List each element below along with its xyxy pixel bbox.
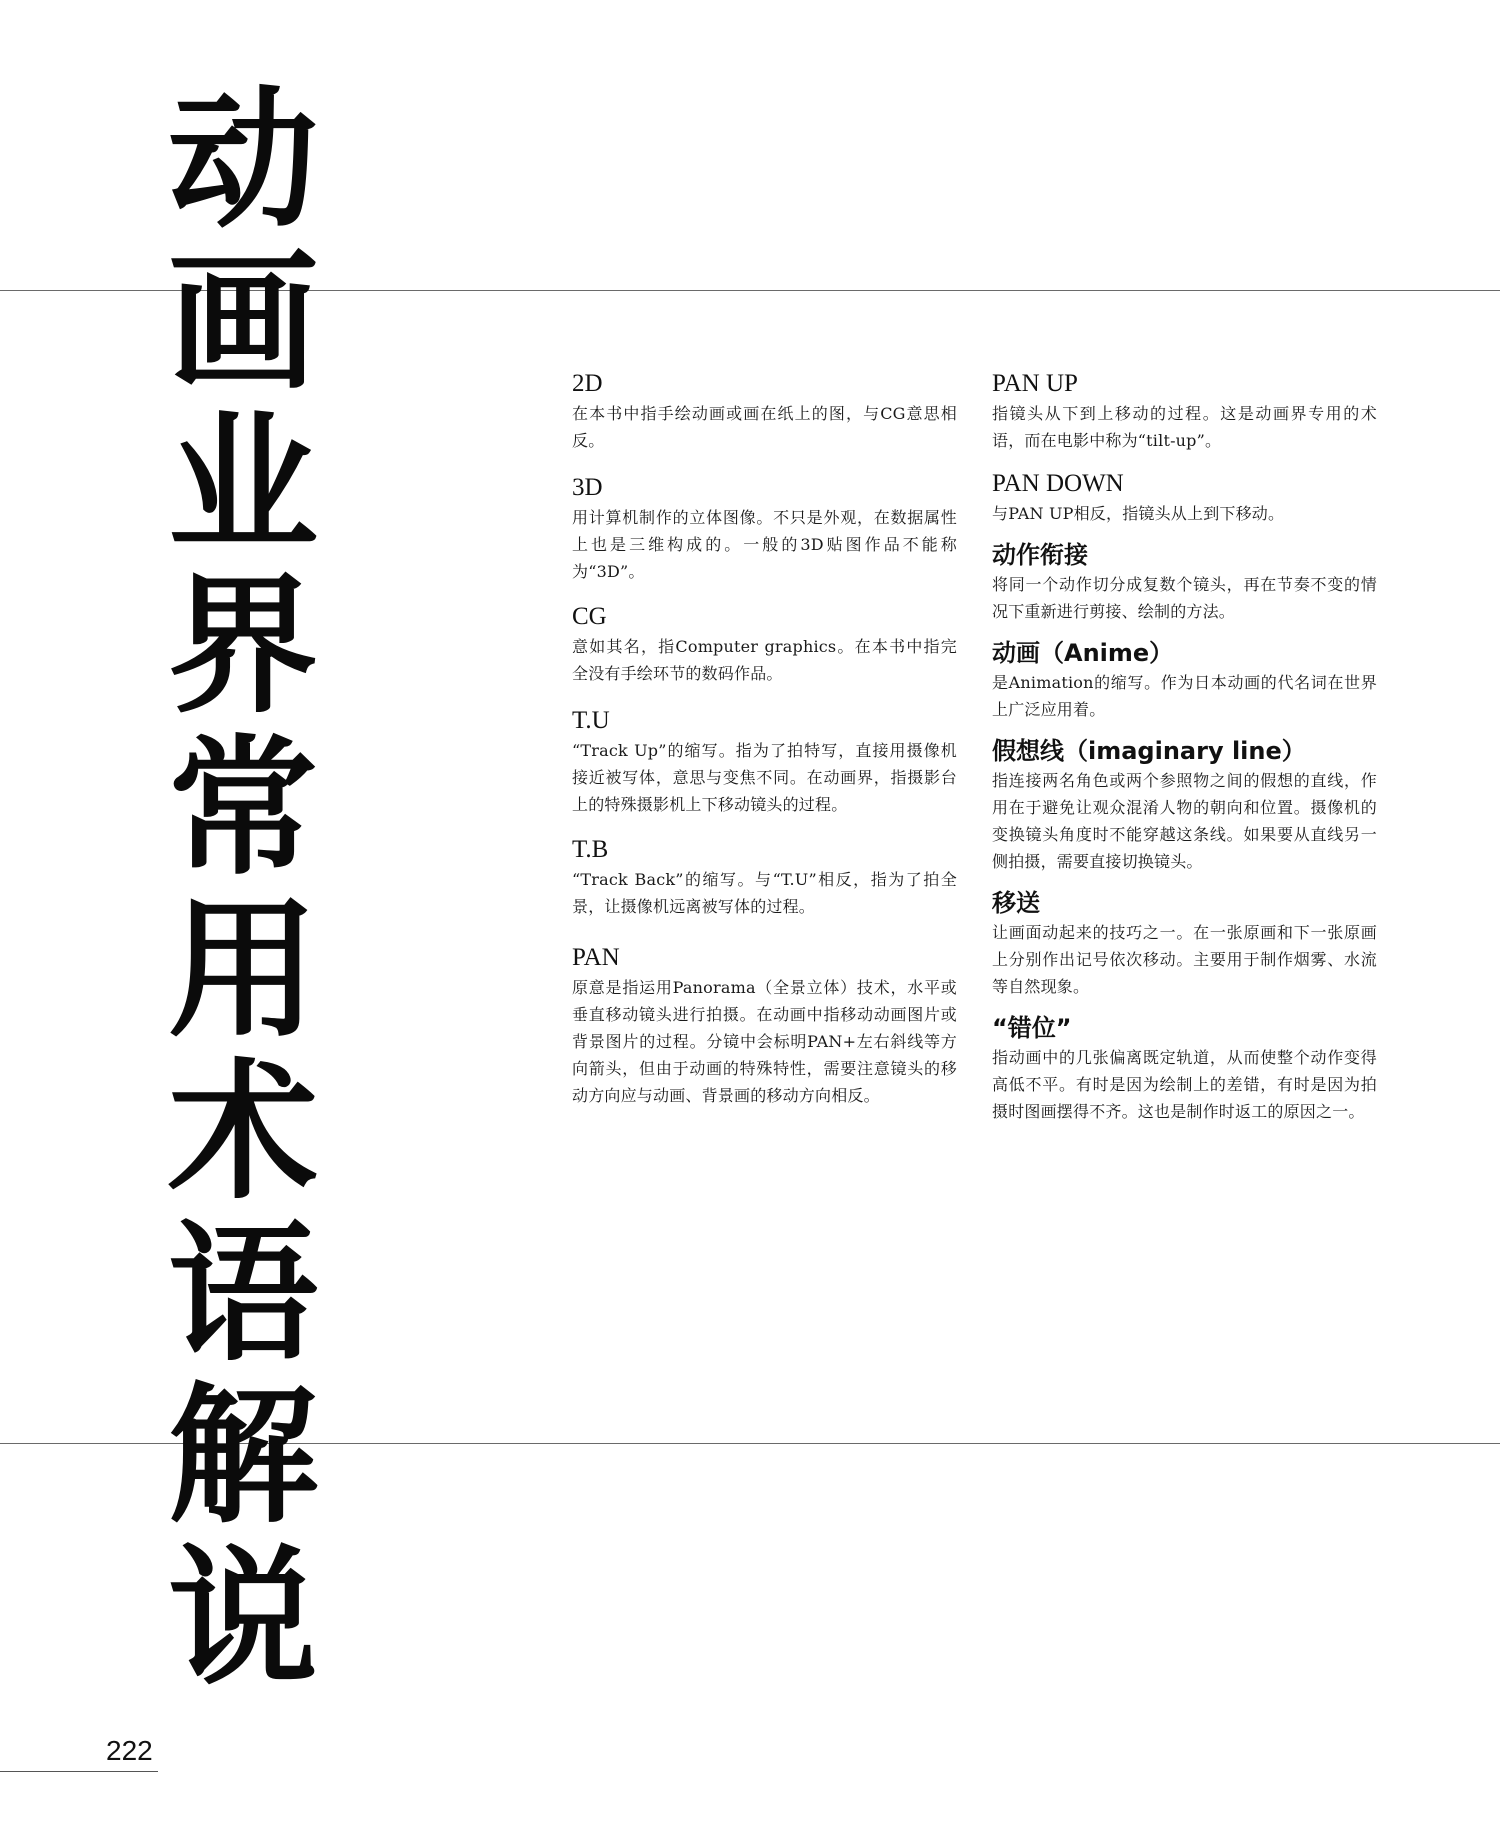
entry-definition: 与PAN UP相反，指镜头从上到下移动。 [992,504,1285,523]
glossary-entry-anime [992,637,1377,723]
glossary-entry-action-match [992,539,1377,625]
glossary-entry-pan [572,942,957,1109]
glossary-entry-3d [572,472,957,585]
entry-term: T.B [572,836,609,863]
glossary-entry-transfer [992,887,1377,1000]
glossary-right-column [992,368,1377,1125]
glossary-left-column [572,368,957,1109]
entry-term: PAN DOWN [992,470,1124,497]
entry-term: 2D [572,370,603,397]
entry-definition: 原意是指运用Panorama（全景立体）技术，水平或垂直移动镜头进行拍摄。在动画中指移动动画图片或背景图片的过程。分镜中会标明PAN+左右斜线等方向箭头，但由于动画的特殊特性，需要注意镜头的移动方向应与动画、背景画的移动方向相反。 [572,978,957,1105]
glossary-entry-imaginary-line [992,735,1377,875]
entry-definition: 是Animation的缩写。作为日本动画的代名词在世界上广泛应用着。 [992,673,1377,719]
entry-definition: 在本书中指手绘动画或画在纸上的图，与CG意思相反。 [572,404,957,450]
entry-term: 假想线（imaginary line） [992,737,1306,765]
entry-definition: 将同一个动作切分成复数个镜头，再在节奏不变的情况下重新进行剪接、绘制的方法。 [992,575,1377,621]
glossary-entry-2d [572,368,957,454]
entry-term: PAN [572,944,620,971]
title-char: 界 [168,560,319,734]
entry-term: 动作衔接 [992,541,1088,569]
entry-term: PAN UP [992,370,1078,397]
page-number: 222 [106,1735,153,1766]
glossary-entry-misalignment [992,1012,1377,1125]
page-number-underline [0,1771,158,1772]
entry-definition: 意如其名，指Computer graphics。在本书中指完全没有手绘环节的数码作品。 [572,637,957,683]
entry-definition: 指动画中的几张偏离既定轨道，从而使整个动作变得高低不平。有时是因为绘制上的差错，有时是因为拍摄时图画摆得不齐。这也是制作时返工的原因之一。 [992,1048,1377,1121]
entry-definition: 让画面动起来的技巧之一。在一张原画和下一张原画上分别作出记号依次移动。主要用于制作烟雾、水流等自然现象。 [992,923,1377,996]
entry-term: CG [572,603,607,630]
entry-term: 动画（Anime） [992,639,1174,667]
entry-definition: “Track Back”的缩写。与“T.U”相反，指为了拍全景，让摄像机远离被写体的过程。 [572,870,957,916]
glossary-entry-cg [572,601,957,687]
title-char: 术 [168,1046,319,1220]
title-char: 用 [168,884,319,1058]
title-char: 说 [168,1532,319,1706]
title-char: 常 [168,722,319,896]
glossary-entry-pan-up [992,368,1377,454]
entry-term: 3D [572,474,603,501]
entry-definition: 用计算机制作的立体图像。不只是外观，在数据属性上也是三维构成的。一般的3D贴图作品不能称为“3D”。 [572,508,957,581]
entry-definition: “Track Up”的缩写。指为了拍特写，直接用摄像机接近被写体，意思与变焦不同。在动画界，指摄影台上的特殊摄影机上下移动镜头的过程。 [572,741,957,814]
glossary-entry-tu [572,705,957,818]
title-char: 语 [168,1208,319,1382]
vertical-page-title [168,74,338,1706]
title-char: 解 [168,1370,319,1544]
glossary-entry-tb [572,834,957,920]
entry-definition: 指连接两名角色或两个参照物之间的假想的直线，作用在于避免让观众混淆人物的朝向和位置。摄像机的变换镜头角度时不能穿越这条线。如果要从直线另一侧拍摄，需要直接切换镜头。 [992,771,1377,871]
entry-term: 移送 [992,889,1040,917]
title-char: 画 [168,236,319,410]
title-char: 业 [168,398,319,572]
entry-term: T.U [572,707,610,734]
glossary-entry-pan-down [992,468,1377,527]
title-char: 动 [168,74,319,248]
entry-definition: 指镜头从下到上移动的过程。这是动画界专用的术语，而在电影中称为“tilt-up”。 [992,404,1377,450]
entry-term: “错位” [992,1014,1072,1042]
